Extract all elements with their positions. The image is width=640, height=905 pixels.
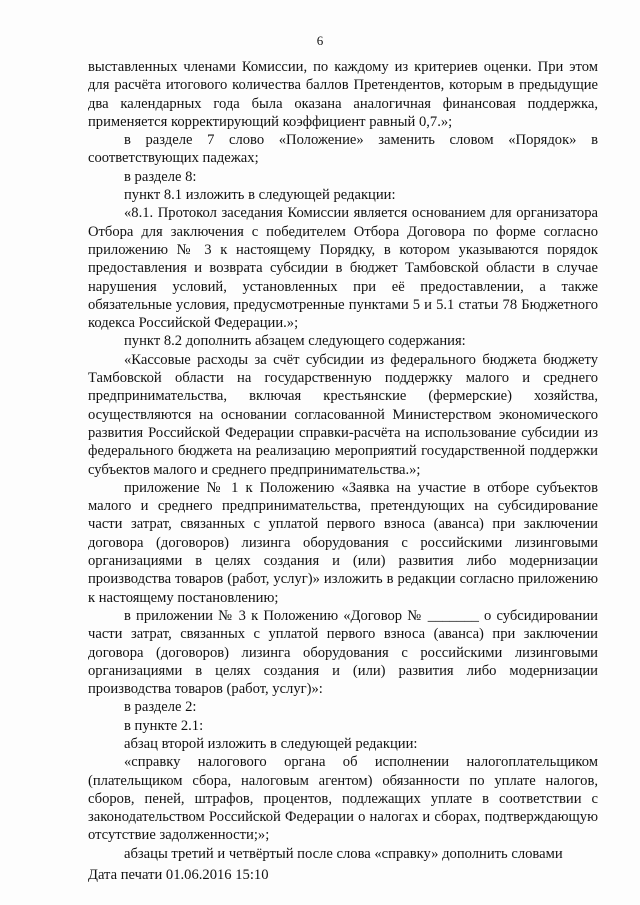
paragraph: в разделе 2: bbox=[124, 699, 197, 716]
paragraph: в разделе 7 слово «Положение» заменить словом «Порядок» в соответствующих падежах; bbox=[88, 132, 598, 167]
paragraph: абзац второй изложить в следующей редакции: bbox=[124, 735, 418, 752]
print-date-footer: Дата печати 01.06.2016 15:10 bbox=[88, 867, 269, 883]
paragraph: в разделе 8: bbox=[124, 168, 197, 185]
paragraph: «Кассовые расходы за счёт субсидии из федерального бюджета бюджету Тамбовской области на государственную поддержку малого и среднего предпринимательства, включая крестьянские (фермерские) хозяйства, осуществляются на основании согласованной Министерством экономического развития Российской Федерации справки-расчёта на использование субсидии из федерального бюджета на реализацию мероприятий государственной поддержки субъектов малого и среднего предпринимательства.»; bbox=[88, 351, 598, 478]
paragraph: абзацы третий и четвёртый после слова «справку» дополнить словами bbox=[124, 845, 563, 862]
paragraph: пункт 8.2 дополнить абзацем следующего содержания: bbox=[124, 333, 466, 350]
paragraph: выставленных членами Комиссии, по каждому из критериев оценки. При этом для расчёта итогового количества баллов Претендентов, которым в предыдущие два календарных года была оказана аналогичная финансовая поддержка, применяется корректирующий коэффициент равный 0,7.»; bbox=[88, 59, 598, 130]
document-body bbox=[88, 58, 598, 863]
paragraph: «8.1. Протокол заседания Комиссии является основанием для организатора Отбора для заключения с победителем Отбора Договора по форме согласно приложению № 3 к настоящему Порядку, в котором указываются порядок предоставления и возврата субсидии в бюджет Тамбовской области в случае нарушения условий, установленных при её предоставлении, а также обязательные условия, предусмотренные пунктами 5 и 5.1 статьи 78 Бюджетного кодекса Российской Федерации.»; bbox=[88, 205, 598, 332]
paragraph: в приложении № 3 к Положению «Договор № _______ о субсидировании части затрат, связанных с уплатой первого взноса (аванса) при заключении договора (договоров) лизинга оборудования с российскими лизинговыми организациями в целях создания и (или) развития либо модернизации производства товаров (работ, услуг)»: bbox=[88, 607, 598, 698]
paragraph: приложение № 1 к Положению «Заявка на участие в отборе субъектов малого и среднего предпринимательства, претендующих на субсидирование части затрат, связанных с уплатой первого взноса (аванса) при заключении договора (договоров) лизинга оборудования с российскими лизинговыми организациями в целях создания и (или) развития либо модернизации производства товаров (работ, услуг)» изложить в редакции согласно приложению к настоящему постановлению; bbox=[88, 479, 598, 606]
page-number: 6 bbox=[316, 33, 324, 48]
paragraph: пункт 8.1 изложить в следующей редакции: bbox=[124, 187, 396, 204]
paragraph: в пункте 2.1: bbox=[124, 717, 204, 734]
paragraph: «справку налогового органа об исполнении налогоплательщиком (плательщиком сбора, налоговым агентом) обязанности по уплате налогов, сборов, пеней, штрафов, процентов, подлежащих уплате в соответствии с законодательством Российской Федерации о налогах и сборах, подтверждающую отсутствие задолженности;»; bbox=[88, 754, 598, 844]
